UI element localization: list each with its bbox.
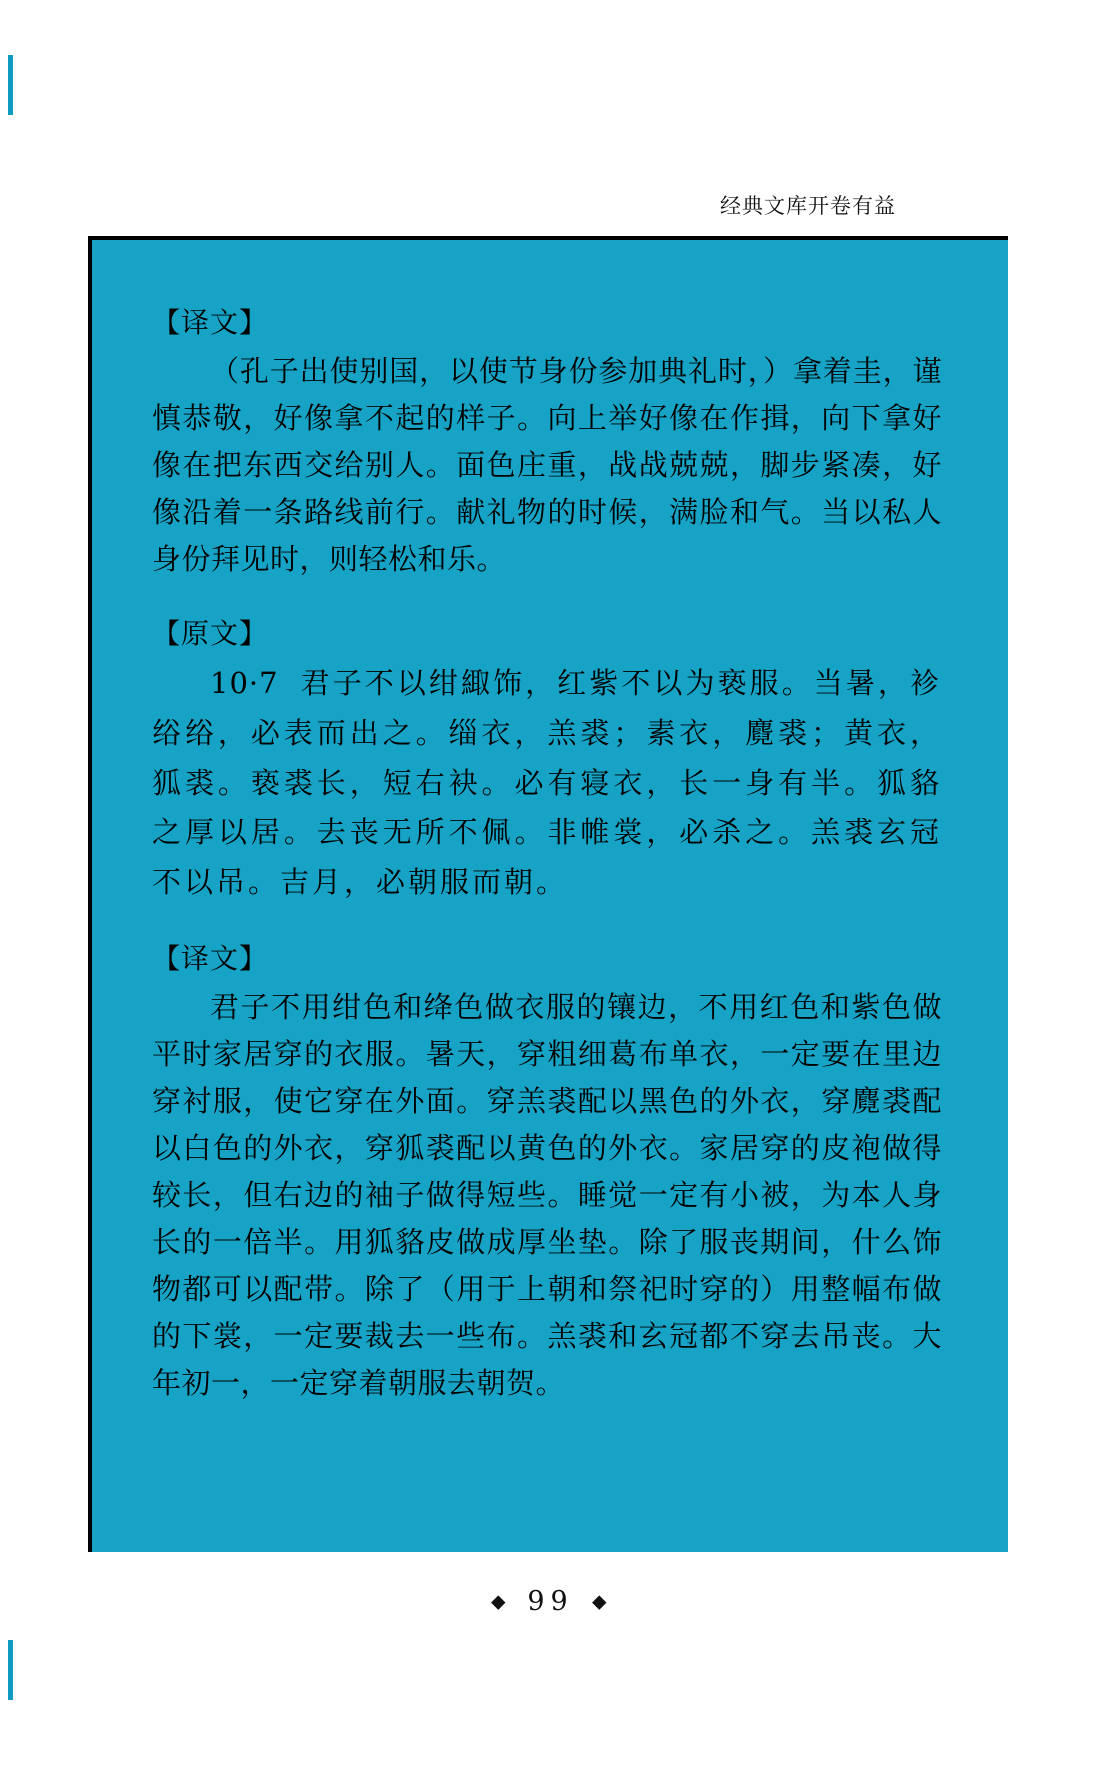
section-heading-translation-2: 【译文】	[152, 942, 269, 976]
paragraph-translation-1: （孔子出使别国，以使节身份参加典礼时，）拿着圭，谨慎恭敬，好像拿不起的样子。向上举好像在作揖，向下拿好像在把东西交给别人。面色庄重，战战兢兢，脚步紧凑，好像沿着一条路线前行。献礼物的时候，满脸和气。当以私人身份拜见时，则轻松和乐。	[152, 354, 942, 576]
page-footer	[0, 1586, 1101, 1617]
section-heading-original: 【原文】	[152, 616, 269, 650]
section-heading-translation-1: 【译文】	[152, 306, 269, 339]
panel-content	[152, 302, 942, 1407]
edge-mark-bottom	[8, 1640, 13, 1700]
footer-diamond-right: ◆	[591, 1590, 611, 1613]
original-text-body: 君子不以绀緅饰，红紫不以为亵服。当暑，袗绤绤，必表而出之。缁衣，羔裘；素衣，麑裘；黄衣，狐裘。亵裘长，短右袂。必有寝衣，长一身有半。狐貉之厚以居。去丧无所不佩。非帷裳，必杀之。羔裘玄冠不以吊。吉月，必朝服而朝。	[152, 665, 942, 900]
running-title: 经典文库开卷有益	[720, 194, 896, 218]
paragraph-translation-2: 君子不用绀色和绛色做衣服的镶边，不用红色和紫色做平时家居穿的衣服。暑天，穿粗细葛布单衣，一定要在里边穿衬服，使它穿在外面。穿羔裘配以黑色的外衣，穿麑裘配以白色的外衣，穿狐裘配以黄色的外衣。家居穿的皮袍做得较长，但右边的袖子做得短些。睡觉一定有小被，为本人身长的一倍半。用狐貉皮做成厚坐垫。除了服丧期间，什么饰物都可以配带。除了（用于上朝和祭祀时穿的）用整幅布做的下裳，一定要裁去一些布。羔裘和玄冠都不穿去吊丧。大年初一，一定穿着朝服去朝贺。	[152, 990, 942, 1400]
verse-number: 10·7	[210, 665, 279, 700]
footer-diamond-left: ◆	[490, 1590, 510, 1613]
text-panel	[88, 236, 1008, 1552]
page-number: 99	[527, 1586, 574, 1617]
paragraph-original-text	[152, 659, 942, 908]
edge-mark-top	[8, 55, 13, 115]
